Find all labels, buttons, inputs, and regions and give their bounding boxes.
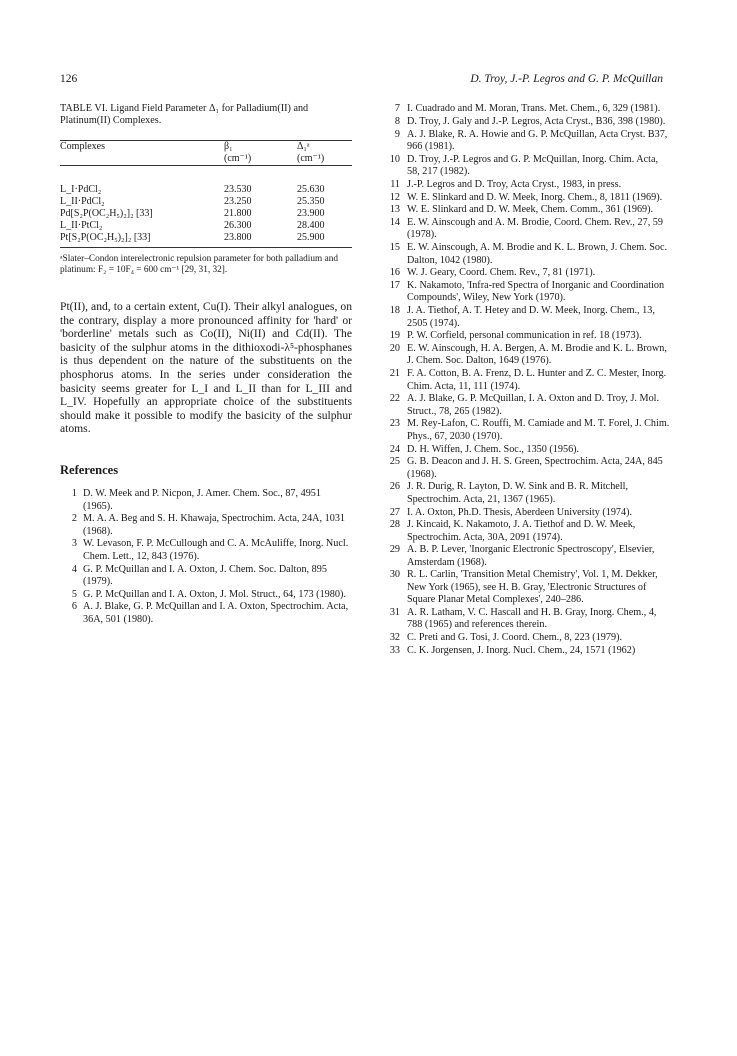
reference-item (383, 632, 673, 644)
page-number: 126 (60, 73, 78, 85)
col-header-complexes: Complexes (60, 140, 105, 152)
table-cell: 21.800 (224, 207, 252, 219)
references-heading: References (60, 462, 119, 477)
table-cell: Pd[S₂P(OC₂H₅)₂]₂ [33] (60, 207, 153, 219)
reference-text: K. Nakamoto, 'Infra-red Spectra of Inorganic and Coordination Compounds', Wiley, New York (1970). (407, 280, 665, 304)
reference-number: 11 (390, 178, 400, 190)
reference-text: R. L. Carlin, 'Transition Metal Chemistry', Vol. 1, M. Dekker, New York (1965), see H. B. Gray, 'Electronic Structures of Square Planar Metal Complexes', 240–286. (407, 569, 658, 606)
reference-text: D. W. Meek and P. Nicpon, J. Amer. Chem. Soc., 87, 4951 (1965). (83, 488, 321, 512)
reference-number: 1 (71, 488, 77, 500)
reference-item (383, 305, 673, 330)
reference-text: J. Kincaid, K. Nakamoto, J. A. Tiethof and D. W. Meek, Spectrochim. Acta, 30A, 2091 (1974). (407, 519, 636, 543)
reference-number: 12 (389, 191, 400, 203)
reference-number: 28 (389, 519, 400, 531)
table-cell: 23.900 (297, 207, 325, 219)
reference-number: 17 (389, 280, 400, 292)
table-row (60, 208, 352, 220)
col-header-beta: β₁ (224, 140, 233, 152)
table-header-rule (60, 165, 352, 166)
reference-number: 7 (394, 103, 400, 114)
table-cell: L_II·PtCl₂ (60, 219, 103, 231)
reference-text: A. J. Blake, R. A. Howie and G. P. McQuillan, Acta Cryst. B37, 966 (1981). (407, 128, 668, 152)
reference-item (383, 393, 673, 418)
reference-item (383, 519, 673, 544)
reference-item (383, 129, 673, 154)
reference-item (383, 368, 673, 393)
reference-text: W. Levason, F. P. McCullough and C. A. McAuliffe, Inorg. Nucl. Chem. Lett., 12, 843 (1976). (83, 538, 349, 562)
table-cell: Pt[S₂P(OC₂H₅)₂]₂ [33] (60, 231, 151, 243)
reference-number: 4 (71, 563, 77, 575)
reference-text: P. W. Corfield, personal communication in ref. 18 (1973). (407, 330, 642, 342)
col-unit-complexes (60, 153, 224, 165)
reference-number: 16 (389, 267, 400, 279)
reference-text: E. W. Ainscough, A. M. Brodie and K. L. Brown, J. Chem. Soc. Dalton, 1042 (1980). (407, 242, 668, 266)
reference-text: I. Cuadrado and M. Moran, Trans. Met. Chem., 6, 329 (1981). (407, 103, 661, 114)
reference-text: W. E. Slinkard and D. W. Meek, Chem. Comm., 361 (1969). (407, 204, 654, 216)
reference-item (383, 242, 673, 267)
body-paragraph: Pt(II), and, to a certain extent, Cu(I). Their alkyl analogues, on the contrary, display a more pronounced affinity for 'hard' or 'borderline' metals such as Co(II), Ni(II) and Cd(II). The basicity of the sulphur atoms in the dithioxodi-λ⁵-phosphanes is thus dependent on the nature of the substituents on the phosphorus atoms. In the series under consideration the basicity seems greater for L_I and L_II than for L_III and L_IV. Hopefully an appropriate choice of the substituents should make it possible to modify the basicity of the sulphur atoms. (60, 300, 352, 436)
table-cell: L_I·PdCl₂ (60, 183, 102, 195)
reference-number: 30 (389, 569, 400, 581)
reference-number: 20 (389, 343, 400, 355)
reference-item (383, 154, 673, 179)
right-column (383, 103, 673, 658)
table-cell: 23.800 (224, 231, 252, 243)
ligand-field-table (60, 141, 352, 165)
reference-item (60, 538, 352, 563)
reference-number: 32 (389, 631, 400, 643)
reference-item (383, 444, 673, 456)
reference-text: J. R. Durig, R. Layton, D. W. Sink and B. R. Mitchell, Spectrochim. Acta, 21, 1367 (1965). (407, 481, 629, 505)
col-unit-beta: (cm⁻¹) (224, 152, 252, 164)
reference-item (383, 569, 673, 606)
reference-number: 23 (389, 418, 400, 430)
reference-text: A. B. P. Lever, 'Inorganic Electronic Spectroscopy', Elsevier, Amsterdam (1968). (407, 544, 655, 568)
reference-number: 19 (389, 330, 400, 342)
reference-number: 13 (389, 204, 400, 216)
reference-item (383, 192, 673, 204)
table-row (60, 232, 352, 244)
ligand-field-table-body (60, 184, 352, 244)
reference-number: 33 (389, 644, 400, 656)
table-row (60, 184, 352, 196)
reference-item (383, 507, 673, 519)
table-footnote: ᵃSlater–Condon interelectronic repulsion parameter for both palladium and platinum: F₂ = 10F₄ = 600 cm⁻¹ [29, 31, 32]. (60, 253, 339, 275)
reference-item (383, 607, 673, 632)
reference-item (383, 217, 673, 242)
table-cell: 25.350 (297, 195, 325, 207)
table-cell: L_II·PdCl₂ (60, 195, 105, 207)
table-cell: 25.900 (297, 231, 325, 243)
left-column (60, 103, 352, 627)
reference-text: C. Preti and G. Tosi, J. Coord. Chem., 8, 223 (1979). (407, 631, 623, 643)
table-bottom-rule (60, 247, 352, 248)
reference-text: M. A. A. Beg and S. H. Khawaja, Spectrochim. Acta, 24A, 1031 (1968). (83, 513, 346, 537)
reference-text: D. H. Wiffen, J. Chem. Soc., 1350 (1956). (407, 443, 580, 455)
reference-text: G. P. McQuillan and I. A. Oxton, J. Chem. Soc. Dalton, 895 (1979). (83, 563, 327, 587)
reference-item (383, 267, 673, 279)
reference-number: 26 (389, 481, 400, 493)
reference-item (383, 116, 673, 128)
reference-text: E. W. Ainscough, H. A. Bergen, A. M. Brodie and K. L. Brown, J. Chem. Soc. Dalton, 1649 (1976). (407, 343, 667, 367)
reference-text: D. Troy, J. Galy and J.-P. Legros, Acta Cryst., B36, 398 (1980). (407, 115, 666, 127)
reference-text: E. W. Ainscough and A. M. Brodie, Coord. Chem. Rev., 27, 59 (1978). (407, 217, 663, 241)
reference-text: A. R. Latham, V. C. Hascall and H. B. Gray, Inorg. Chem., 4, 788 (1965) and references therein. (407, 606, 657, 631)
table-row (60, 196, 352, 208)
reference-number: 6 (71, 601, 77, 613)
reference-number: 31 (389, 606, 400, 618)
reference-item (383, 456, 673, 481)
reference-item (60, 564, 352, 589)
reference-text: G. P. McQuillan and I. A. Oxton, J. Mol. Struct., 64, 173 (1980). (83, 588, 346, 600)
reference-text: W. E. Slinkard and D. W. Meek, Inorg. Chem., 8, 1811 (1969). (407, 191, 663, 203)
reference-number: 3 (71, 538, 77, 550)
col-header-delta: Δ₁ᵃ (297, 140, 310, 152)
reference-number: 14 (389, 217, 400, 229)
reference-item (383, 103, 673, 115)
reference-text: I. A. Oxton, Ph.D. Thesis, Aberdeen University (1974). (407, 506, 633, 518)
table-cell: 26.300 (224, 219, 252, 231)
reference-text: C. K. Jorgensen, J. Inorg. Nucl. Chem., 24, 1571 (1962) (407, 644, 636, 656)
reference-item (383, 204, 673, 216)
reference-item (383, 481, 673, 506)
reference-number: 29 (389, 544, 400, 556)
reference-text: J. A. Tiethof, A. T. Hetey and D. W. Meek, Inorg. Chem., 13, 2505 (1974). (407, 305, 655, 329)
table-cell: 23.530 (224, 183, 252, 195)
reference-item (383, 645, 673, 657)
reference-item (60, 589, 352, 601)
reference-text: A. J. Blake, G. P. McQuillan and I. A. Oxton, Spectrochim. Acta, 36A, 501 (1980). (83, 601, 349, 625)
table-row (60, 220, 352, 232)
reference-text: F. A. Cotton, B. A. Frenz, D. L. Hunter and Z. C. Mester, Inorg. Chim. Acta, 11, 111 (1974). (407, 368, 667, 392)
reference-number: 21 (389, 368, 400, 380)
reference-text: M. Rey-Lafon, C. Rouffi, M. Camiade and M. T. Forel, J. Chim. Phys., 67, 2030 (1970). (407, 418, 670, 442)
table-cell: 23.250 (224, 195, 252, 207)
reference-number: 22 (389, 393, 400, 405)
reference-text: W. J. Geary, Coord. Chem. Rev., 7, 81 (1971). (407, 267, 596, 279)
table-cell: 25.630 (297, 183, 325, 195)
reference-item (383, 330, 673, 342)
reference-text: J.-P. Legros and D. Troy, Acta Cryst., 1983, in press. (407, 178, 622, 190)
reference-number: 2 (71, 513, 77, 525)
reference-item (383, 179, 673, 191)
reference-text: A. J. Blake, G. P. McQuillan, I. A. Oxton and D. Troy, J. Mol. Struct., 78, 265 (1982). (407, 393, 660, 417)
reference-number: 27 (389, 506, 400, 518)
running-header: D. Troy, J.-P. Legros and G. P. McQuillan (470, 73, 663, 85)
reference-item (60, 488, 352, 513)
reference-number: 5 (71, 588, 77, 600)
reference-list-left (60, 488, 352, 626)
reference-item (60, 601, 352, 626)
reference-number: 18 (389, 305, 400, 317)
reference-item (383, 343, 673, 368)
reference-number: 15 (389, 242, 400, 254)
reference-item (383, 280, 673, 305)
reference-text: D. Troy, J.-P. Legros and G. P. McQuillan, Inorg. Chim. Acta, 58, 217 (1982). (407, 153, 659, 177)
reference-item (383, 544, 673, 569)
table-caption: TABLE VI. Ligand Field Parameter Δ₁ for Palladium(II) and Platinum(II) Complexes. (60, 103, 309, 127)
reference-number: 25 (389, 456, 400, 468)
col-unit-delta: (cm⁻¹) (297, 152, 325, 164)
reference-number: 24 (389, 443, 400, 455)
reference-item (383, 418, 673, 443)
reference-text: G. B. Deacon and J. H. S. Green, Spectrochim. Acta, 24A, 845 (1968). (407, 456, 663, 480)
table-cell: 28.400 (297, 219, 325, 231)
reference-item (60, 513, 352, 538)
reference-number: 9 (394, 128, 400, 140)
reference-number: 8 (394, 115, 400, 127)
reference-number: 10 (389, 153, 400, 165)
